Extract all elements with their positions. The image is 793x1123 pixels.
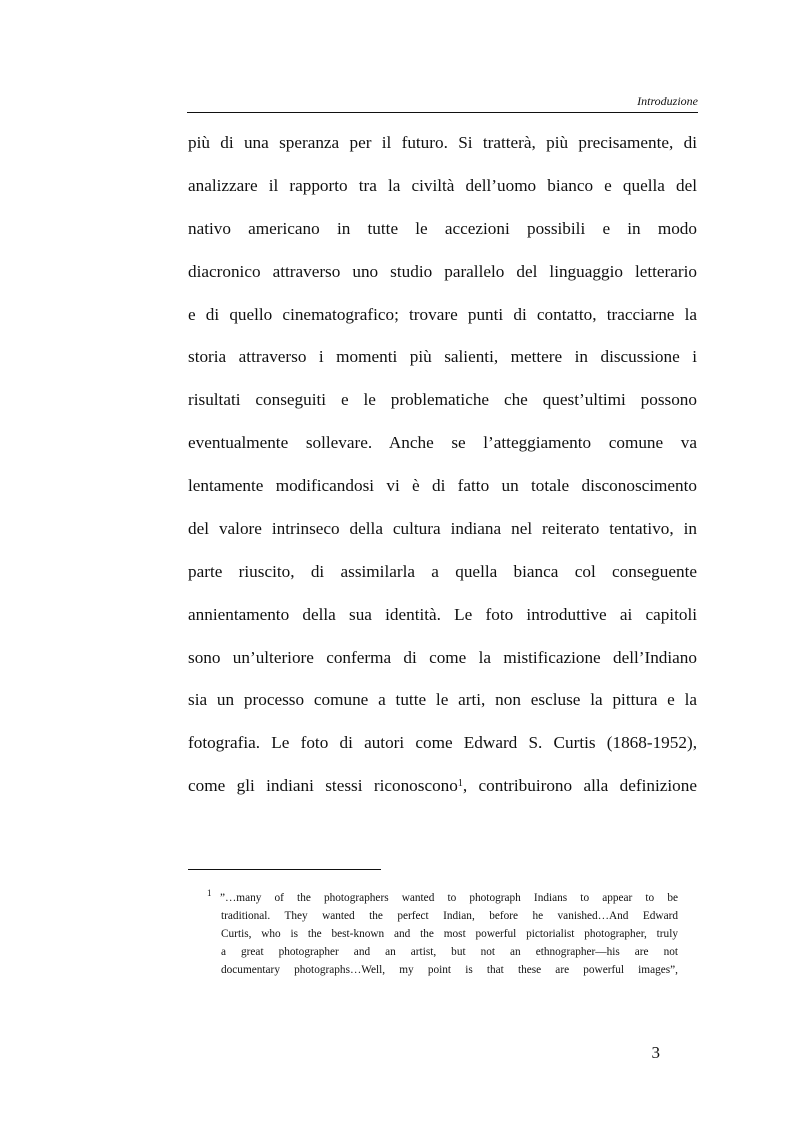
body-line-text: come gli indiani stessi riconoscono [188,776,458,795]
body-line: annientamento della sua identità. Le foto introduttive ai capitoli [188,605,697,624]
body-line: storia attraverso i momenti più salienti, mettere in discussione i [188,347,697,366]
body-line: sono un’ulteriore conferma di come la mistificazione dell’Indiano [188,648,697,667]
footnote-rule [188,869,381,870]
page-number: 3 [651,1043,660,1062]
body-line: lentamente modificandosi vi è di fatto un totale disconoscimento [188,476,697,495]
body-line [188,775,697,797]
body-line: analizzare il rapporto tra la civiltà dell’uomo bianco e quella del [188,176,697,195]
body-line: sia un processo comune a tutte le arti, non escluse la pittura e la [188,690,697,709]
footnote-reference[interactable]: 1 [457,778,463,789]
body-line: fotografia. Le foto di autori come Edward S. Curtis (1868-1952), [188,733,697,752]
running-header: Introduzione [637,94,698,108]
body-line: eventualmente sollevare. Anche se l’atteggiamento comune va [188,433,697,452]
header-rule [187,112,698,113]
footnote-line: traditional. They wanted the perfect Indian, before he vanished…And Edward [221,910,678,922]
body-line: parte riuscito, di assimilarla a quella bianca col conseguente [188,562,697,581]
footnote-line: documentary photographs…Well, my point is that these are powerful images”, [221,964,678,976]
body-line-text: , contribuirono alla definizione [462,776,697,795]
body-line: e di quello cinematografico; trovare punti di contatto, tracciarne la [188,305,697,324]
body-line: diacronico attraverso uno studio parallelo del linguaggio letterario [188,262,697,281]
footnote-line: a great photographer and an artist, but not an ethnographer—his are not [221,946,678,958]
body-line: del valore intrinseco della cultura indiana nel reiterato tentativo, in [188,519,697,538]
body-line: nativo americano in tutte le accezioni possibili e in modo [188,219,697,238]
footnote-line: Curtis, who is the best-known and the most powerful pictorialist photographer, truly [221,928,678,940]
footnote-mark: 1 [207,888,212,898]
body-line: più di una speranza per il futuro. Si tratterà, più precisamente, di [188,133,697,152]
footnote-line: ”…many of the photographers wanted to photograph Indians to appear to be [220,892,678,904]
body-line: risultati conseguiti e le problematiche che quest’ultimi possono [188,390,697,409]
